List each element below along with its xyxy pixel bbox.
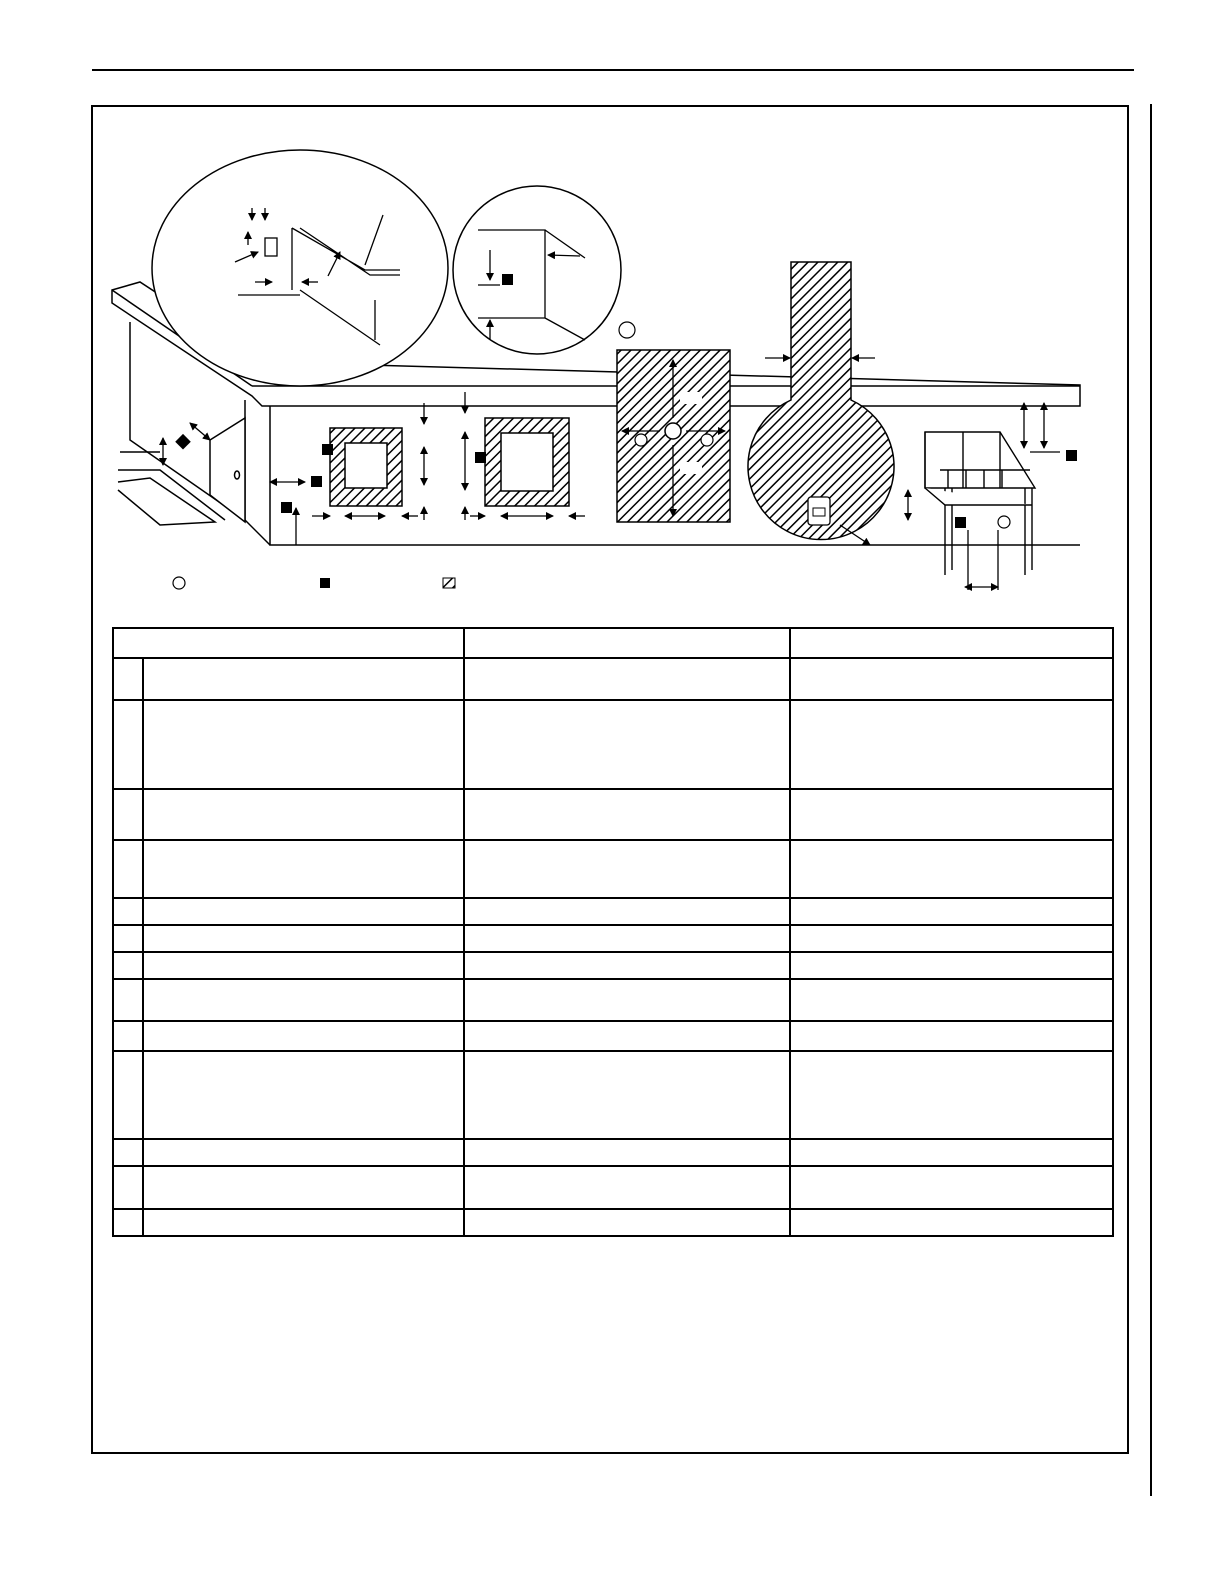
table-row <box>113 1051 1113 1139</box>
row-key <box>113 1139 143 1166</box>
row-key <box>113 1021 143 1051</box>
row-key <box>113 979 143 1021</box>
row-col2 <box>464 925 791 952</box>
table-row <box>113 1209 1113 1236</box>
row-key <box>113 925 143 952</box>
detail-bubble-corner <box>453 186 621 354</box>
vent-clearance-diagram <box>0 0 1225 620</box>
row-desc <box>143 952 463 979</box>
table-row <box>113 700 1113 789</box>
clearance-table <box>112 627 1114 1237</box>
row-desc <box>143 840 463 898</box>
row-key <box>113 789 143 840</box>
appliance-unit <box>925 432 1035 575</box>
row-col2 <box>464 1139 791 1166</box>
row-col2 <box>464 1209 791 1236</box>
row-col3 <box>790 898 1113 925</box>
row-col3 <box>790 1139 1113 1166</box>
row-key <box>113 1051 143 1139</box>
row-desc <box>143 925 463 952</box>
row-col3 <box>790 925 1113 952</box>
legend-hatched-square <box>443 578 455 588</box>
table-row <box>113 840 1113 898</box>
row-key <box>113 952 143 979</box>
row-desc <box>143 1166 463 1209</box>
row-col2 <box>464 789 791 840</box>
row-desc <box>143 1139 463 1166</box>
row-col3 <box>790 979 1113 1021</box>
row-col3 <box>790 952 1113 979</box>
table-row <box>113 979 1113 1021</box>
row-col2 <box>464 1166 791 1209</box>
row-col3 <box>790 789 1113 840</box>
window-2 <box>501 433 553 491</box>
row-col2 <box>464 1021 791 1051</box>
row-key <box>113 1166 143 1209</box>
detail-bubble-large <box>152 150 448 386</box>
row-desc <box>143 979 463 1021</box>
row-key <box>113 658 143 700</box>
table-row <box>113 898 1113 925</box>
row-col2 <box>464 952 791 979</box>
row-col3 <box>790 700 1113 789</box>
row-col2 <box>464 979 791 1021</box>
row-desc <box>143 1021 463 1051</box>
legend-open-circle <box>173 577 185 589</box>
row-key <box>113 700 143 789</box>
table-row <box>113 952 1113 979</box>
row-desc <box>143 1051 463 1139</box>
row-key <box>113 1209 143 1236</box>
table-row <box>113 789 1113 840</box>
row-col2 <box>464 1051 791 1139</box>
row-col3 <box>790 658 1113 700</box>
row-col2 <box>464 658 791 700</box>
table-row <box>113 1139 1113 1166</box>
table-row <box>113 1166 1113 1209</box>
row-col2 <box>464 840 791 898</box>
table-header-desc <box>113 628 464 658</box>
table-row <box>113 925 1113 952</box>
row-desc <box>143 789 463 840</box>
row-desc <box>143 1209 463 1236</box>
window-1 <box>345 443 387 488</box>
row-col3 <box>790 1166 1113 1209</box>
row-desc <box>143 898 463 925</box>
legend-filled-square <box>320 578 330 588</box>
row-col3 <box>790 1051 1113 1139</box>
table-row <box>113 658 1113 700</box>
steps <box>118 470 225 525</box>
table-row <box>113 1021 1113 1051</box>
table-header-col2 <box>464 628 791 658</box>
row-col3 <box>790 1209 1113 1236</box>
row-col3 <box>790 1021 1113 1051</box>
table-header-col3 <box>790 628 1113 658</box>
row-col3 <box>790 840 1113 898</box>
row-desc <box>143 700 463 789</box>
row-key <box>113 898 143 925</box>
vent-terminal-circle <box>665 423 681 439</box>
legend <box>173 577 455 589</box>
table-header-row <box>113 628 1113 658</box>
door <box>210 418 245 522</box>
row-key <box>113 840 143 898</box>
row-col2 <box>464 898 791 925</box>
row-desc <box>143 658 463 700</box>
row-col2 <box>464 700 791 789</box>
